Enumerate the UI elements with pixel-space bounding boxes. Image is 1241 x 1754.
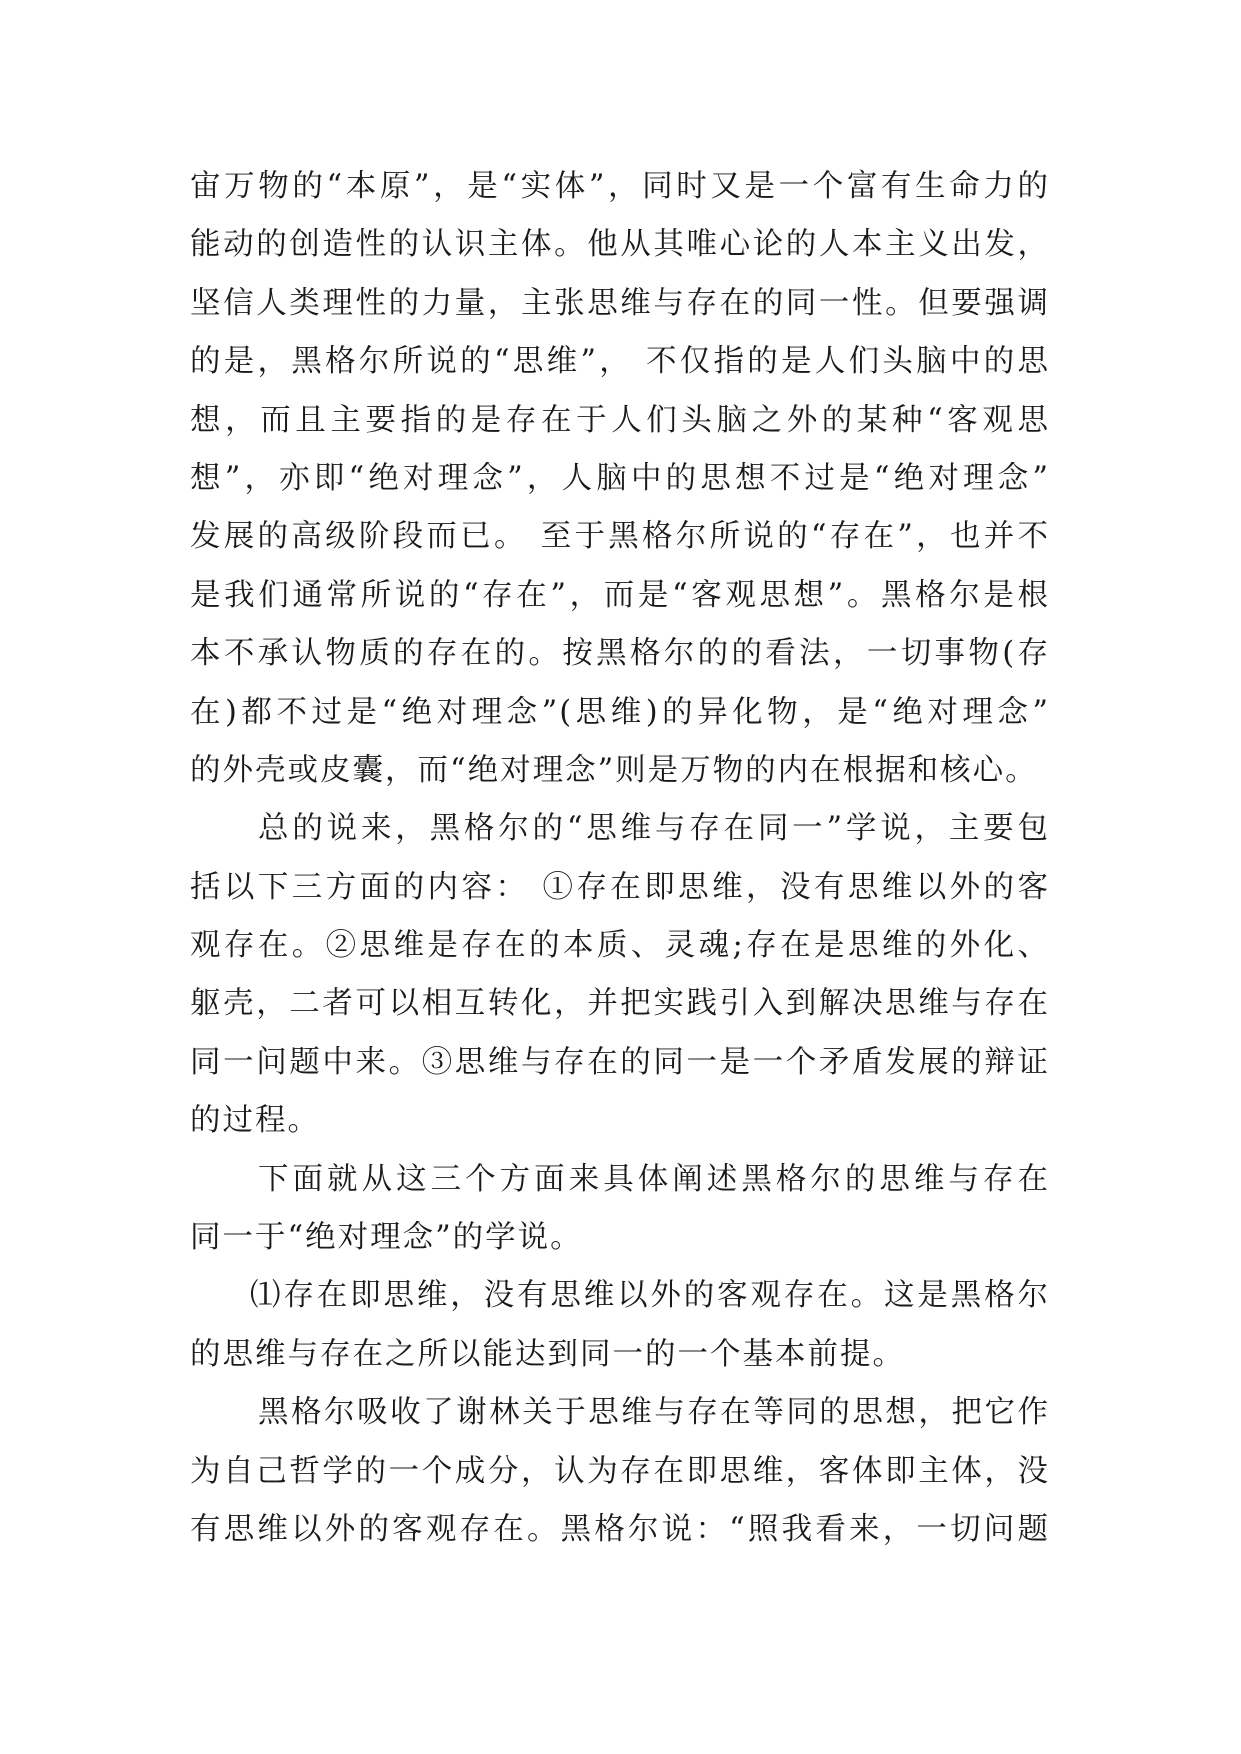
text-line: 括以下三方面的内容： ①存在即思维，没有思维以外的客 bbox=[190, 869, 1050, 905]
text-line: 想”，亦即“绝对理念”，人脑中的思想不过是“绝对理念” bbox=[190, 460, 1050, 496]
text-line: 想，而且主要指的是存在于人们头脑之外的某种“客观思 bbox=[190, 402, 1050, 438]
text-line: 的过程。 bbox=[190, 1103, 320, 1139]
text-line: 宙万物的“本原”，是“实体”，同时又是一个富有生命力的 bbox=[190, 169, 1050, 204]
text-line: 躯壳，二者可以相互转化，并把实践引入到解决思维与存在 bbox=[190, 986, 1050, 1022]
text-line: 总的说来，黑格尔的“思维与存在同一”学说，主要包 bbox=[258, 811, 1050, 847]
text-line: ⑴存在即思维，没有思维以外的客观存在。这是黑格尔 bbox=[250, 1278, 1050, 1314]
text-line: 有思维以外的客观存在。黑格尔说：“照我看来，一切问题 bbox=[190, 1511, 1050, 1547]
text-line: 观存在。②思维是存在的本质、灵魂;存在是思维的外化、 bbox=[190, 928, 1050, 964]
text-line: 能动的创造性的认识主体。他从其唯心论的人本主义出发， bbox=[190, 227, 1050, 263]
text-line: 坚信人类理性的力量，主张思维与存在的同一性。但要强调 bbox=[190, 285, 1050, 321]
text-line: 下面就从这三个方面来具体阐述黑格尔的思维与存在 bbox=[258, 1161, 1050, 1197]
text-line: 同一问题中来。③思维与存在的同一是一个矛盾发展的辩证 bbox=[190, 1044, 1050, 1080]
text-line: 的是，黑格尔所说的“思维”， 不仅指的是人们头脑中的思 bbox=[190, 344, 1050, 380]
text-line: 是我们通常所说的“存在”，而是“客观思想”。黑格尔是根 bbox=[190, 577, 1050, 613]
text-line: 本不承认物质的存在的。按黑格尔的的看法，一切事物(存 bbox=[190, 636, 1050, 672]
text-line: 同一于“绝对理念”的学说。 bbox=[190, 1220, 583, 1256]
text-line: 的外壳或皮囊，而“绝对理念”则是万物的内在根据和核心。 bbox=[190, 752, 1038, 788]
text-line: 的思维与存在之所以能达到同一的一个基本前提。 bbox=[190, 1336, 905, 1372]
text-line: 黑格尔吸收了谢林关于思维与存在等同的思想，把它作 bbox=[258, 1395, 1050, 1431]
text-line: 在)都不过是“绝对理念”(思维)的异化物，是“绝对理念” bbox=[190, 694, 1050, 730]
body-text bbox=[190, 158, 1050, 1559]
text-line: 发展的高级阶段而已。 至于黑格尔所说的“存在”，也并不 bbox=[190, 519, 1050, 555]
text-line: 为自己哲学的一个成分，认为存在即思维，客体即主体，没 bbox=[190, 1453, 1050, 1489]
